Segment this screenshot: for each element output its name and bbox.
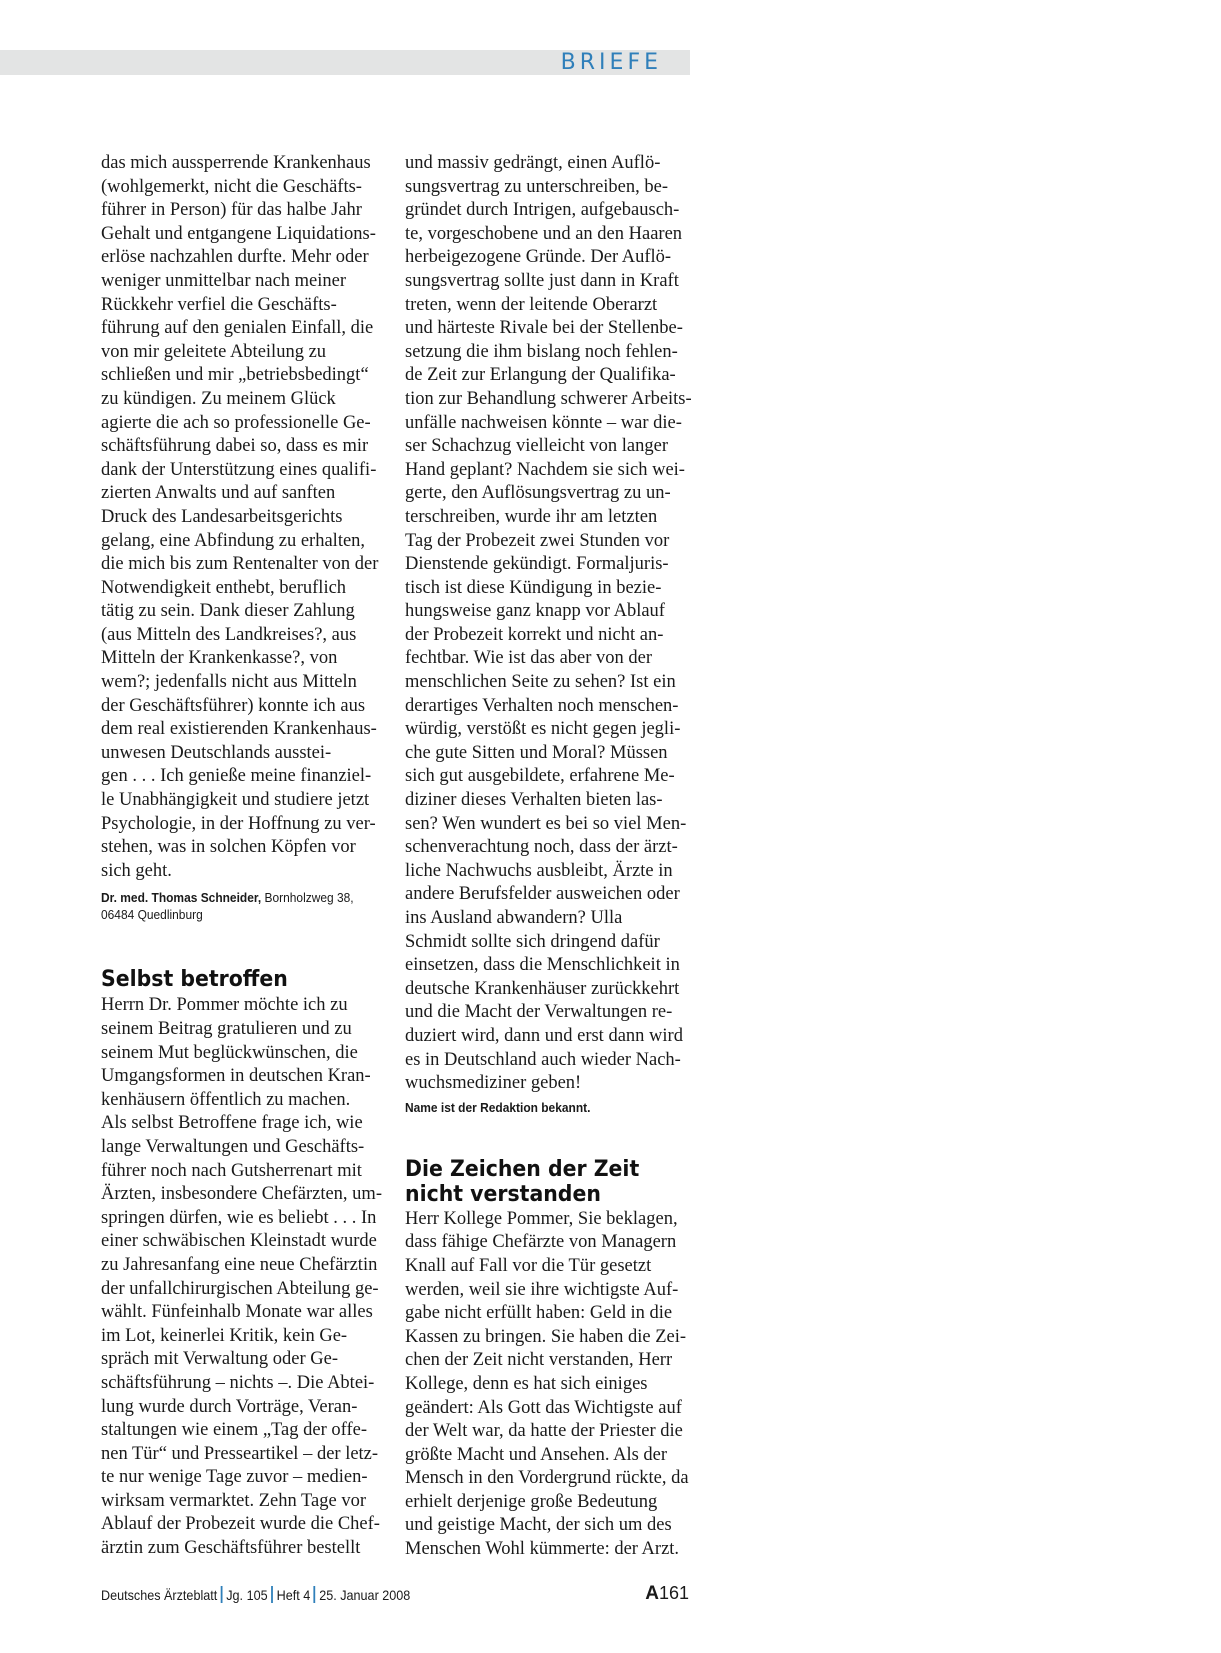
text-line: führer in Person) für das halbe Jahr	[101, 200, 362, 221]
text-line: dass fähige Chefärzte von Managern	[405, 1232, 677, 1253]
text-line: Knall auf Fall vor die Tür gesetzt	[405, 1255, 652, 1276]
text-line: und geistige Macht, der sich um des	[405, 1515, 672, 1536]
text-line: hungsweise ganz knapp vor Ablauf	[405, 601, 665, 622]
text-line: terschreiben, wurde ihr am letzten	[405, 506, 658, 527]
text-line: im Lot, keinerlei Kritik, kein Ge-	[101, 1325, 348, 1346]
text-line: Dienstende gekündigt. Formaljuris-	[405, 554, 669, 575]
text-line: Schmidt sollte sich dringend dafür	[405, 931, 660, 952]
footer-separator	[314, 1586, 316, 1603]
text-line: stehen, was in solchen Köpfen vor	[101, 837, 356, 858]
text-line: kenhäusern öffentlich zu machen.	[101, 1089, 351, 1110]
page-footer	[101, 1584, 689, 1606]
text-line: gabe nicht erfüllt haben: Geld in die	[405, 1303, 673, 1324]
text-line: schäftsführung – nichts –. Die Abtei-	[101, 1372, 375, 1393]
text-line: gründet durch Intrigen, aufgebausch-	[405, 200, 680, 221]
text-line: würdig, verstößt es nicht gegen jegli-	[405, 719, 681, 740]
footer-volume: Jg. 105	[226, 1587, 268, 1603]
text-line: ser Schachzug vielleicht von langer	[405, 436, 669, 457]
text-line: nen Tür“ und Presseartikel – der letz-	[101, 1443, 379, 1464]
text-line: springen dürfen, wie es beliebt . . . In	[101, 1207, 377, 1228]
text-line: Herr Kollege Pommer, Sie beklagen,	[405, 1208, 678, 1229]
text-line: spräch mit Verwaltung oder Ge-	[101, 1349, 339, 1370]
text-line: andere Berufsfelder ausweichen oder	[405, 884, 680, 905]
page-prefix: A	[645, 1583, 659, 1604]
text-line: Als selbst Betroffene frage ich, wie	[101, 1113, 363, 1134]
text-line: führer noch nach Gutsherrenart mit	[101, 1160, 362, 1181]
signature-address-city: 06484 Quedlinburg	[101, 907, 203, 923]
text-line: unfälle nachweisen könnte – war die-	[405, 412, 682, 433]
text-line: erlöse nachzahlen durfte. Mehr oder	[101, 247, 369, 268]
section-label: BRIEFE	[560, 50, 662, 75]
text-line: duziert wird, dann und erst dann wird	[405, 1025, 683, 1046]
signature-address-street: Bornholzweg 38,	[261, 890, 354, 906]
text-line: derartiges Verhalten noch menschen-	[405, 695, 679, 716]
text-line: einer schwäbischen Kleinstadt wurde	[101, 1231, 377, 1252]
text-line: und härteste Rivale bei der Stellenbe-	[405, 318, 683, 339]
text-line: schäftsführung dabei so, dass es mir	[101, 436, 369, 457]
text-line: te, vorgeschobene und an den Haaren	[405, 223, 683, 244]
letter-2-signature	[405, 1099, 681, 1116]
letter-1-body	[101, 152, 401, 883]
text-line: de Zeit zur Erlangung der Qualifika-	[405, 365, 676, 386]
footer-separator	[221, 1586, 223, 1603]
text-line: ins Ausland abwandern? Ulla	[405, 908, 623, 928]
text-line: setzung die ihm bislang noch fehlen-	[405, 341, 678, 362]
text-line: der Geschäftsführer) konnte ich aus	[101, 695, 366, 716]
text-line: wuchsmediziner geben!	[405, 1073, 582, 1094]
text-line: diziner dieses Verhalten bieten las-	[405, 790, 663, 811]
text-line: seinem Beitrag gratulieren und zu	[101, 1019, 352, 1039]
text-line: (aus Mitteln des Landkreises?, aus	[101, 624, 357, 645]
text-line: sungsvertrag zu unterschreiben, be-	[405, 176, 669, 197]
text-line: der Probezeit korrekt und nicht an-	[405, 624, 664, 645]
text-line: sungsvertrag sollte just dann in Kraft	[405, 270, 679, 291]
text-line: herbeigezogene Gründe. Der Auflö-	[405, 247, 672, 268]
text-line: gerte, den Auflösungsvertrag zu un-	[405, 483, 671, 504]
text-line: Kassen zu bringen. Sie haben die Zei-	[405, 1326, 687, 1347]
text-line: Druck des Landesarbeitsgerichts	[101, 506, 343, 527]
text-line: agierte die ach so professionelle Ge-	[101, 412, 371, 433]
text-line: Mitteln der Krankenkasse?, von	[101, 648, 338, 669]
text-line: schließen und mir „betriebsbedingt“	[101, 365, 369, 386]
text-line: wirksam vermarktet. Zehn Tage vor	[101, 1490, 366, 1511]
text-line: seinem Mut beglückwünschen, die	[101, 1042, 358, 1063]
letter-2-heading-text: Selbst betroffen	[101, 967, 288, 993]
footer-separator	[271, 1586, 273, 1603]
text-line: führung auf den genialen Einfall, die	[101, 318, 374, 339]
text-line: und massiv gedrängt, einen Auflö-	[405, 153, 661, 173]
text-line: zu Jahresanfang eine neue Chefärztin	[101, 1254, 378, 1275]
text-line: Mensch in den Vordergrund rückte, da	[405, 1468, 689, 1489]
text-line: die mich bis zum Rentenalter von der	[101, 554, 379, 575]
letter-1-signature	[101, 889, 377, 923]
text-line: sen? Wen wundert es bei so viel Men-	[405, 813, 687, 834]
text-line: der Welt war, da hatte der Priester die	[405, 1421, 683, 1442]
text-line: Umgangsformen in deutschen Kran-	[101, 1066, 371, 1087]
text-line: von mir geleitete Abteilung zu	[101, 341, 327, 362]
text-line: treten, wenn der leitende Oberarzt	[405, 294, 658, 315]
text-line: tätig zu sein. Dank dieser Zahlung	[101, 601, 355, 622]
text-line: Menschen Wohl kümmerte: der Arzt.	[405, 1539, 680, 1560]
text-line: und die Macht der Verwaltungen re-	[405, 1002, 673, 1023]
footer-citation	[101, 1584, 410, 1606]
text-line: lung wurde durch Vorträge, Veran-	[101, 1396, 358, 1417]
letter-2-body-continued	[405, 152, 705, 1096]
text-line: Hand geplant? Nachdem sie sich wei-	[405, 459, 685, 480]
letter-3-body	[405, 1208, 705, 1562]
signature-name: Dr. med. Thomas Schneider,	[101, 890, 262, 906]
text-line: zu kündigen. Zu meinem Glück	[101, 388, 336, 409]
text-line: sich gut ausgebildete, erfahrene Me-	[405, 766, 675, 787]
text-line: menschlichen Seite zu sehen? Ist ein	[405, 672, 676, 693]
text-line: gen . . . Ich genieße meine finanziel-	[101, 766, 372, 787]
text-line: zierten Anwalts und auf sanften	[101, 483, 336, 504]
text-line: Tag der Probezeit zwei Stunden vor	[405, 530, 670, 551]
text-line: staltungen wie einem „Tag der offe-	[101, 1420, 367, 1441]
text-line: Herrn Dr. Pommer möchte ich zu	[101, 995, 348, 1016]
text-line: Rückkehr verfiel die Geschäfts-	[101, 294, 337, 315]
text-line: fechtbar. Wie ist das aber von der	[405, 648, 653, 669]
text-line: liche Nachwuchs ausbleibt, Ärzte in	[405, 860, 673, 881]
text-line: le Unabhängigkeit und studiere jetzt	[101, 790, 370, 811]
text-line: der unfallchirurgischen Abteilung ge-	[101, 1278, 379, 1299]
text-line: gelang, eine Abfindung zu erhalten,	[101, 530, 366, 551]
text-line: Notwendigkeit enthebt, beruflich	[101, 577, 347, 598]
left-column	[101, 152, 401, 1561]
text-line: lange Verwaltungen und Geschäfts-	[101, 1136, 365, 1157]
text-line: ärztin zum Geschäftsführer bestellt	[101, 1538, 361, 1559]
text-line: schenverachtung noch, dass der ärzt-	[405, 837, 678, 858]
heading-line: nicht verstanden	[405, 1181, 601, 1207]
letter-2-body	[101, 994, 401, 1560]
letter-3-heading	[405, 1157, 684, 1207]
footer-issue: Heft 4	[276, 1587, 311, 1603]
text-line: dem real existierenden Krankenhaus-	[101, 719, 377, 740]
text-line: dank der Unterstützung eines qualifi-	[101, 459, 377, 480]
text-line: das mich aussperrende Krankenhaus	[101, 153, 371, 173]
footer-date: 25. Januar 2008	[319, 1587, 411, 1603]
signature-anonymous: Name ist der Redaktion bekannt.	[405, 1099, 591, 1115]
text-line: tion zur Behandlung schwerer Arbeits-	[405, 388, 692, 409]
heading-line: Die Zeichen der Zeit	[405, 1156, 640, 1182]
text-line: größte Macht und Ansehen. Als der	[405, 1444, 668, 1465]
text-line: werden, weil sie ihre wichtigste Auf-	[405, 1279, 679, 1300]
section-header-bar	[0, 50, 690, 75]
text-line: Gehalt und entgangene Liquidations-	[101, 223, 376, 244]
text-line: wählt. Fünfeinhalb Monate war alles	[101, 1302, 373, 1323]
text-line: weniger unmittelbar nach meiner	[101, 270, 347, 291]
text-line: sich geht.	[101, 860, 172, 881]
text-line: Kollege, denn es hat sich einiges	[405, 1373, 648, 1394]
text-line: einsetzen, dass die Menschlichkeit in	[405, 955, 680, 976]
text-line: tisch ist diese Kündigung in bezie-	[405, 577, 662, 598]
text-line: Ablauf der Probezeit wurde die Chef-	[101, 1514, 380, 1535]
text-line: wem?; jedenfalls nicht aus Mitteln	[101, 672, 357, 693]
footer-journal: Deutsches Ärzteblatt	[101, 1587, 218, 1603]
text-line: Ärzten, insbesondere Chefärzten, um-	[101, 1184, 382, 1205]
text-line: deutsche Krankenhäuser zurückkehrt	[405, 978, 680, 999]
page-number-value: 161	[658, 1583, 689, 1603]
text-line: te nur wenige Tage zuvor – medien-	[101, 1467, 368, 1488]
text-line: chen der Zeit nicht verstanden, Herr	[405, 1350, 673, 1371]
text-line: (wohlgemerkt, nicht die Geschäfts-	[101, 176, 362, 197]
right-column	[405, 152, 705, 1562]
text-line: unwesen Deutschlands ausstei-	[101, 742, 332, 763]
text-line: che gute Sitten und Moral? Müssen	[405, 742, 668, 763]
page-number	[645, 1582, 689, 1605]
text-line: geändert: Als Gott das Wichtigste auf	[405, 1397, 682, 1418]
text-line: es in Deutschland auch wieder Nach-	[405, 1049, 681, 1070]
text-line: Psychologie, in der Hoffnung zu ver-	[101, 813, 376, 834]
text-line: erhielt derjenige große Bedeutung	[405, 1491, 658, 1512]
letter-2-heading	[101, 967, 380, 992]
